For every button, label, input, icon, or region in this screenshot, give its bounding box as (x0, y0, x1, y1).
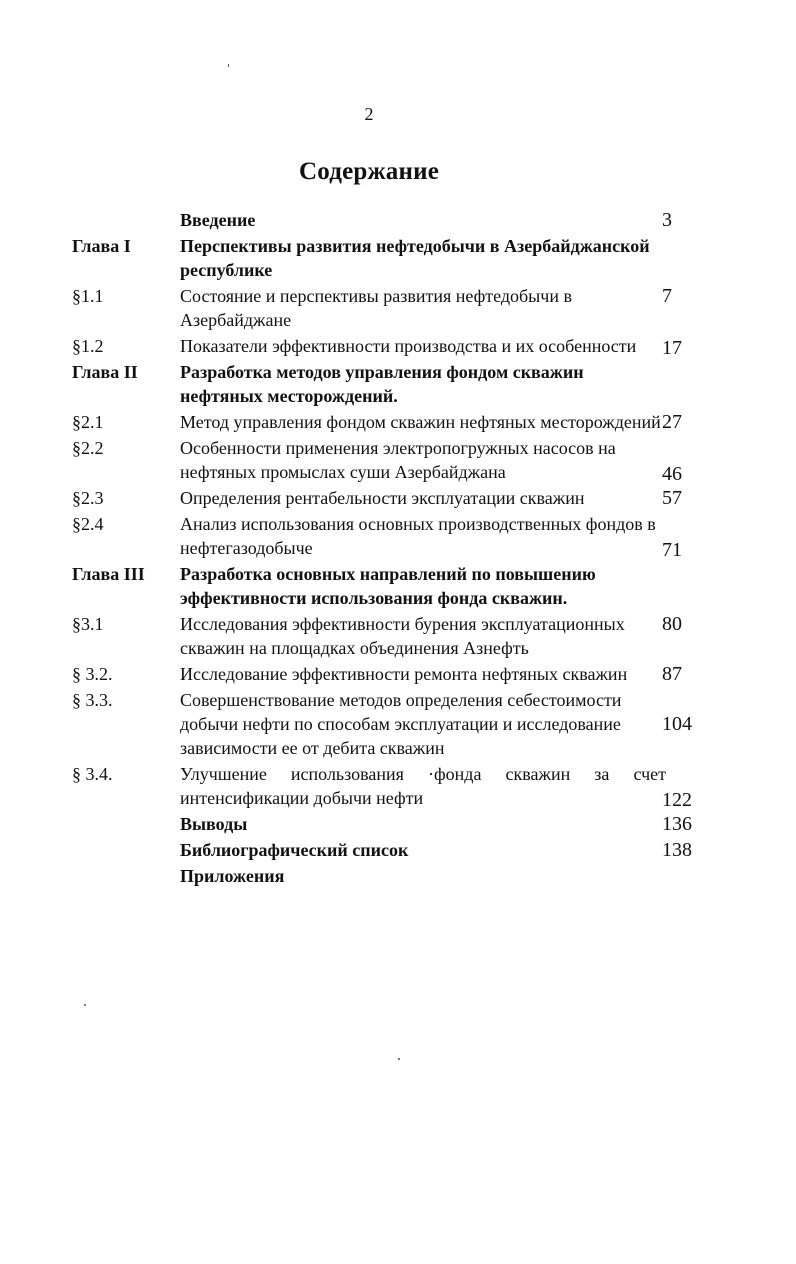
toc-entry-section-2-1 (72, 410, 722, 434)
toc-entry-page: 138 (662, 839, 692, 861)
toc-entry-page: 71 (662, 539, 682, 561)
toc-entry-text-line: Улучшение использования ·фонда скважин за счет (180, 764, 666, 784)
toc-entry-chapter-2 (72, 360, 722, 408)
toc-entry-introduction (72, 208, 722, 232)
toc-entry-label: Глава III (72, 564, 145, 584)
toc-entry-page: 27 (662, 411, 682, 433)
toc-entry-text: Метод управления фондом скважин нефтяных месторождений (180, 412, 661, 432)
toc-entry-label: §1.2 (72, 336, 104, 356)
toc-entry-text: Библиографический список (180, 840, 409, 860)
toc-entry-text: Разработка методов управления фондом скважин нефтяных месторождений. (180, 362, 584, 406)
scan-speck (84, 1004, 86, 1006)
scan-speck (228, 64, 229, 67)
toc-entry-section-2-4 (72, 512, 722, 560)
toc-entry-text-line: интенсификации добычи нефти (180, 788, 424, 808)
toc-entry-label: §1.1 (72, 286, 104, 306)
toc-entry-page: 7 (662, 285, 672, 307)
toc-entry-section-3-4 (72, 762, 722, 810)
toc-entry-label: §2.3 (72, 488, 104, 508)
toc-entry-chapter-3 (72, 562, 722, 610)
toc-entry-label: §2.1 (72, 412, 104, 432)
toc-entry-section-3-2 (72, 662, 722, 686)
toc-entry-label: Глава I (72, 236, 131, 256)
scan-speck (398, 1058, 400, 1060)
toc-entry-page: 46 (662, 463, 682, 485)
toc-entry-text: Перспективы развития нефтедобычи в Азербайджанской республике (180, 236, 650, 280)
toc-entry-chapter-1 (72, 234, 722, 282)
toc-entry-text: Состояние и перспективы развития нефтедобычи в Азербайджане (180, 286, 572, 330)
table-of-contents (72, 208, 722, 890)
toc-entry-page: 3 (662, 209, 672, 231)
toc-entry-page: 87 (662, 663, 682, 685)
toc-entry-text: Приложения (180, 866, 285, 886)
toc-entry-text: Введение (180, 210, 256, 230)
toc-entry-label: §2.2 (72, 438, 104, 458)
toc-entry-label: Глава II (72, 362, 138, 382)
toc-entry-label: § 3.4. (72, 764, 113, 784)
toc-entry-text: Исследование эффективности ремонта нефтяных скважин (180, 664, 628, 684)
toc-entry-page: 136 (662, 813, 692, 835)
toc-entry-label: § 3.2. (72, 664, 113, 684)
toc-entry-section-2-3 (72, 486, 722, 510)
toc-entry-text: Определения рентабельности эксплуатации скважин (180, 488, 585, 508)
toc-entry-bibliography (72, 838, 722, 862)
toc-entry-text: Совершенствование методов определения себестоимости добычи нефти по способам эксплуатации и исследование зависимости ее от дебита скважин (180, 690, 622, 758)
toc-entry-page: 80 (662, 613, 682, 635)
toc-entry-page: 104 (662, 713, 692, 735)
toc-entry-text (180, 762, 666, 810)
toc-entry-text: Анализ использования основных производственных фондов в нефтегазодобыче (180, 514, 656, 558)
page-number: 2 (364, 104, 374, 124)
toc-entry-appendices (72, 864, 722, 888)
toc-entry-section-1-1 (72, 284, 722, 332)
toc-entry-label: §3.1 (72, 614, 104, 634)
toc-entry-text: Разработка основных направлений по повышению эффективности использования фонда скважин. (180, 564, 596, 608)
toc-entry-text: Выводы (180, 814, 248, 834)
page-title: Содержание (298, 158, 439, 185)
toc-entry-section-2-2 (72, 436, 722, 484)
toc-entry-section-3-3 (72, 688, 722, 760)
toc-entry-text: Исследования эффективности бурения эксплуатационных скважин на площадках объединения Азнефть (180, 614, 625, 658)
toc-entry-page: 122 (662, 789, 692, 811)
toc-entry-section-3-1 (72, 612, 722, 660)
toc-entry-text: Особенности применения электропогружных насосов на нефтяных промыслах суши Азербайджана (180, 438, 616, 482)
toc-entry-label: § 3.3. (72, 690, 113, 710)
toc-entry-page: 57 (662, 487, 682, 509)
toc-entry-section-1-2 (72, 334, 722, 358)
toc-entry-label: §2.4 (72, 514, 104, 534)
toc-entry-page: 17 (662, 337, 682, 359)
toc-entry-text: Показатели эффективности производства и их особенности (180, 336, 637, 356)
toc-entry-conclusions (72, 812, 722, 836)
